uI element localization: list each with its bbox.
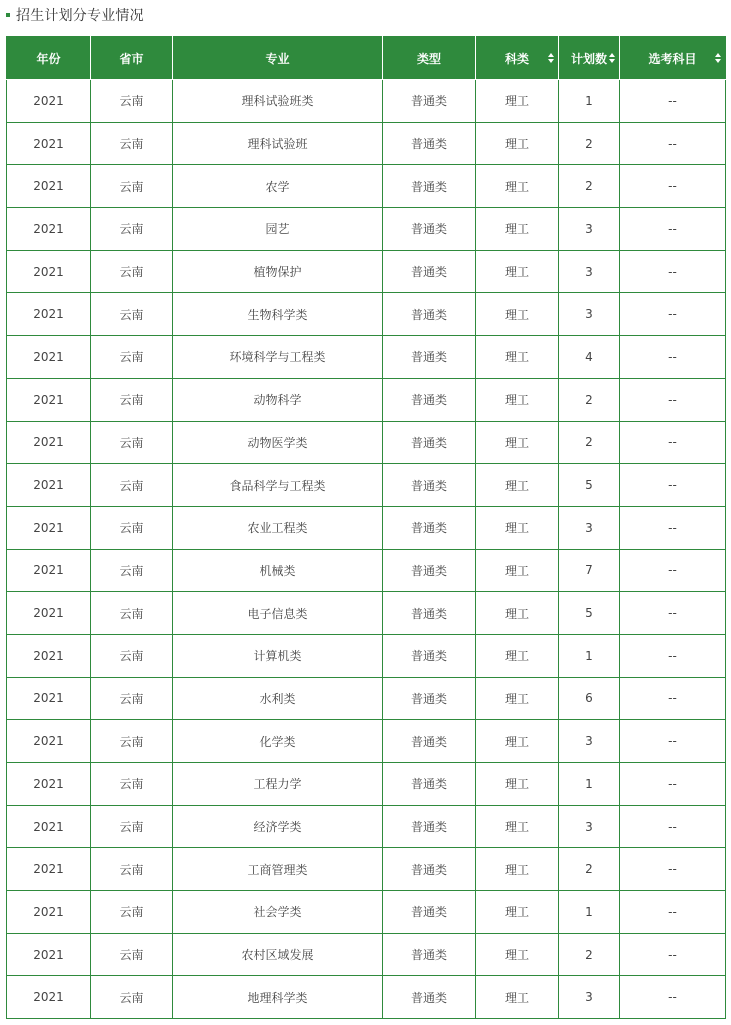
cell-subject-category: 理工	[476, 677, 559, 720]
table-row	[7, 336, 726, 379]
cell-province: 云南	[91, 848, 173, 891]
table-row	[7, 122, 726, 165]
cell-year: 2021	[7, 976, 91, 1019]
cell-plan-count: 2	[559, 165, 620, 208]
cell-subject-category: 理工	[476, 933, 559, 976]
cell-subject-category: 理工	[476, 208, 559, 251]
cell-province: 云南	[91, 549, 173, 592]
column-header-plan-count[interactable]	[559, 37, 620, 80]
table-row	[7, 677, 726, 720]
cell-elective-subjects: --	[620, 805, 726, 848]
cell-elective-subjects: --	[620, 293, 726, 336]
cell-type: 普通类	[383, 122, 476, 165]
cell-province: 云南	[91, 763, 173, 806]
cell-type: 普通类	[383, 677, 476, 720]
cell-province: 云南	[91, 720, 173, 763]
cell-type: 普通类	[383, 80, 476, 123]
table-row	[7, 506, 726, 549]
cell-province: 云南	[91, 80, 173, 123]
cell-province: 云南	[91, 634, 173, 677]
column-header-label: 省市	[119, 51, 144, 66]
cell-elective-subjects: --	[620, 464, 726, 507]
cell-major: 生物科学类	[173, 293, 383, 336]
cell-type: 普通类	[383, 720, 476, 763]
cell-province: 云南	[91, 506, 173, 549]
cell-year: 2021	[7, 165, 91, 208]
cell-province: 云南	[91, 336, 173, 379]
cell-elective-subjects: --	[620, 976, 726, 1019]
cell-type: 普通类	[383, 763, 476, 806]
cell-province: 云南	[91, 293, 173, 336]
cell-elective-subjects: --	[620, 891, 726, 934]
cell-elective-subjects: --	[620, 720, 726, 763]
cell-province: 云南	[91, 378, 173, 421]
cell-subject-category: 理工	[476, 805, 559, 848]
cell-year: 2021	[7, 250, 91, 293]
cell-plan-count: 2	[559, 848, 620, 891]
column-header-label: 类型	[416, 51, 441, 66]
column-header-elective-subjects[interactable]	[620, 37, 726, 80]
cell-subject-category: 理工	[476, 421, 559, 464]
table-row	[7, 464, 726, 507]
column-header-year	[7, 37, 91, 80]
cell-year: 2021	[7, 506, 91, 549]
cell-major: 农村区域发展	[173, 933, 383, 976]
cell-major: 农业工程类	[173, 506, 383, 549]
cell-year: 2021	[7, 634, 91, 677]
cell-type: 普通类	[383, 933, 476, 976]
cell-major: 计算机类	[173, 634, 383, 677]
cell-province: 云南	[91, 592, 173, 635]
cell-type: 普通类	[383, 549, 476, 592]
cell-elective-subjects: --	[620, 634, 726, 677]
cell-elective-subjects: --	[620, 165, 726, 208]
column-header-type	[383, 37, 476, 80]
cell-province: 云南	[91, 122, 173, 165]
table-header	[7, 37, 726, 80]
cell-plan-count: 1	[559, 634, 620, 677]
cell-elective-subjects: --	[620, 549, 726, 592]
cell-plan-count: 1	[559, 891, 620, 934]
cell-plan-count: 5	[559, 464, 620, 507]
cell-plan-count: 1	[559, 763, 620, 806]
cell-province: 云南	[91, 250, 173, 293]
cell-major: 化学类	[173, 720, 383, 763]
table-row	[7, 976, 726, 1019]
table-row	[7, 293, 726, 336]
cell-year: 2021	[7, 592, 91, 635]
table-header-row	[7, 37, 726, 80]
cell-year: 2021	[7, 763, 91, 806]
cell-type: 普通类	[383, 165, 476, 208]
cell-subject-category: 理工	[476, 720, 559, 763]
table-row	[7, 933, 726, 976]
cell-major: 工商管理类	[173, 848, 383, 891]
cell-plan-count: 2	[559, 421, 620, 464]
table-row	[7, 208, 726, 251]
cell-plan-count: 7	[559, 549, 620, 592]
cell-subject-category: 理工	[476, 848, 559, 891]
cell-major: 电子信息类	[173, 592, 383, 635]
cell-major: 地理科学类	[173, 976, 383, 1019]
sort-icon[interactable]	[715, 53, 721, 63]
cell-plan-count: 2	[559, 378, 620, 421]
cell-subject-category: 理工	[476, 891, 559, 934]
cell-major: 理科试验班	[173, 122, 383, 165]
cell-elective-subjects: --	[620, 421, 726, 464]
cell-plan-count: 6	[559, 677, 620, 720]
cell-year: 2021	[7, 720, 91, 763]
cell-elective-subjects: --	[620, 80, 726, 123]
cell-elective-subjects: --	[620, 208, 726, 251]
cell-type: 普通类	[383, 506, 476, 549]
cell-elective-subjects: --	[620, 378, 726, 421]
column-header-label: 选考科目	[648, 51, 697, 66]
cell-type: 普通类	[383, 592, 476, 635]
cell-plan-count: 2	[559, 122, 620, 165]
cell-type: 普通类	[383, 464, 476, 507]
cell-plan-count: 3	[559, 250, 620, 293]
cell-elective-subjects: --	[620, 592, 726, 635]
header-marker-icon	[6, 13, 10, 17]
column-header-label: 年份	[36, 51, 61, 66]
table-row	[7, 891, 726, 934]
cell-plan-count: 3	[559, 805, 620, 848]
table-row	[7, 165, 726, 208]
cell-province: 云南	[91, 165, 173, 208]
cell-subject-category: 理工	[476, 122, 559, 165]
cell-subject-category: 理工	[476, 165, 559, 208]
cell-year: 2021	[7, 421, 91, 464]
cell-subject-category: 理工	[476, 634, 559, 677]
cell-subject-category: 理工	[476, 506, 559, 549]
column-header-province	[91, 37, 173, 80]
table-row	[7, 763, 726, 806]
cell-subject-category: 理工	[476, 976, 559, 1019]
table-row	[7, 80, 726, 123]
cell-year: 2021	[7, 378, 91, 421]
cell-major: 工程力学	[173, 763, 383, 806]
cell-province: 云南	[91, 421, 173, 464]
page-header	[6, 4, 144, 26]
cell-major: 机械类	[173, 549, 383, 592]
column-header-label: 科类	[504, 51, 529, 66]
table-row	[7, 250, 726, 293]
cell-province: 云南	[91, 677, 173, 720]
cell-plan-count: 1	[559, 80, 620, 123]
cell-year: 2021	[7, 208, 91, 251]
cell-subject-category: 理工	[476, 763, 559, 806]
page-title: 招生计划分专业情况	[16, 8, 144, 24]
cell-type: 普通类	[383, 848, 476, 891]
cell-type: 普通类	[383, 976, 476, 1019]
cell-province: 云南	[91, 464, 173, 507]
cell-province: 云南	[91, 976, 173, 1019]
cell-elective-subjects: --	[620, 250, 726, 293]
cell-elective-subjects: --	[620, 506, 726, 549]
column-header-label: 专业	[265, 51, 290, 66]
cell-major: 动物科学	[173, 378, 383, 421]
cell-elective-subjects: --	[620, 677, 726, 720]
cell-plan-count: 3	[559, 976, 620, 1019]
cell-year: 2021	[7, 891, 91, 934]
cell-plan-count: 3	[559, 506, 620, 549]
cell-type: 普通类	[383, 208, 476, 251]
cell-year: 2021	[7, 293, 91, 336]
cell-elective-subjects: --	[620, 933, 726, 976]
cell-year: 2021	[7, 677, 91, 720]
enrollment-plan-table	[6, 36, 726, 1019]
cell-plan-count: 3	[559, 720, 620, 763]
table-row	[7, 592, 726, 635]
cell-year: 2021	[7, 122, 91, 165]
cell-subject-category: 理工	[476, 549, 559, 592]
cell-type: 普通类	[383, 634, 476, 677]
cell-type: 普通类	[383, 891, 476, 934]
cell-year: 2021	[7, 848, 91, 891]
cell-type: 普通类	[383, 805, 476, 848]
cell-major: 园艺	[173, 208, 383, 251]
cell-major: 农学	[173, 165, 383, 208]
cell-major: 经济学类	[173, 805, 383, 848]
cell-major: 动物医学类	[173, 421, 383, 464]
cell-type: 普通类	[383, 250, 476, 293]
cell-subject-category: 理工	[476, 250, 559, 293]
cell-subject-category: 理工	[476, 80, 559, 123]
cell-type: 普通类	[383, 378, 476, 421]
cell-plan-count: 3	[559, 208, 620, 251]
cell-subject-category: 理工	[476, 378, 559, 421]
cell-major: 社会学类	[173, 891, 383, 934]
cell-type: 普通类	[383, 336, 476, 379]
cell-subject-category: 理工	[476, 293, 559, 336]
cell-province: 云南	[91, 208, 173, 251]
cell-year: 2021	[7, 336, 91, 379]
cell-province: 云南	[91, 891, 173, 934]
cell-province: 云南	[91, 805, 173, 848]
cell-plan-count: 4	[559, 336, 620, 379]
cell-major: 理科试验班类	[173, 80, 383, 123]
table-body	[7, 80, 726, 1019]
cell-year: 2021	[7, 805, 91, 848]
column-header-subject-category[interactable]	[476, 37, 559, 80]
cell-type: 普通类	[383, 421, 476, 464]
cell-major: 水利类	[173, 677, 383, 720]
table-row	[7, 378, 726, 421]
cell-major: 植物保护	[173, 250, 383, 293]
cell-elective-subjects: --	[620, 122, 726, 165]
cell-elective-subjects: --	[620, 848, 726, 891]
column-header-major	[173, 37, 383, 80]
table-row	[7, 848, 726, 891]
cell-subject-category: 理工	[476, 464, 559, 507]
cell-year: 2021	[7, 549, 91, 592]
sort-icon[interactable]	[609, 53, 615, 63]
table-row	[7, 634, 726, 677]
table-row	[7, 720, 726, 763]
cell-major: 食品科学与工程类	[173, 464, 383, 507]
column-header-label: 计划数	[570, 51, 607, 66]
cell-plan-count: 2	[559, 933, 620, 976]
cell-subject-category: 理工	[476, 336, 559, 379]
cell-elective-subjects: --	[620, 336, 726, 379]
cell-plan-count: 3	[559, 293, 620, 336]
cell-subject-category: 理工	[476, 592, 559, 635]
cell-year: 2021	[7, 464, 91, 507]
cell-year: 2021	[7, 80, 91, 123]
cell-year: 2021	[7, 933, 91, 976]
cell-province: 云南	[91, 933, 173, 976]
table-row	[7, 421, 726, 464]
cell-type: 普通类	[383, 293, 476, 336]
sort-icon[interactable]	[548, 53, 554, 63]
cell-elective-subjects: --	[620, 763, 726, 806]
table-row	[7, 549, 726, 592]
cell-plan-count: 5	[559, 592, 620, 635]
cell-major: 环境科学与工程类	[173, 336, 383, 379]
table-row	[7, 805, 726, 848]
